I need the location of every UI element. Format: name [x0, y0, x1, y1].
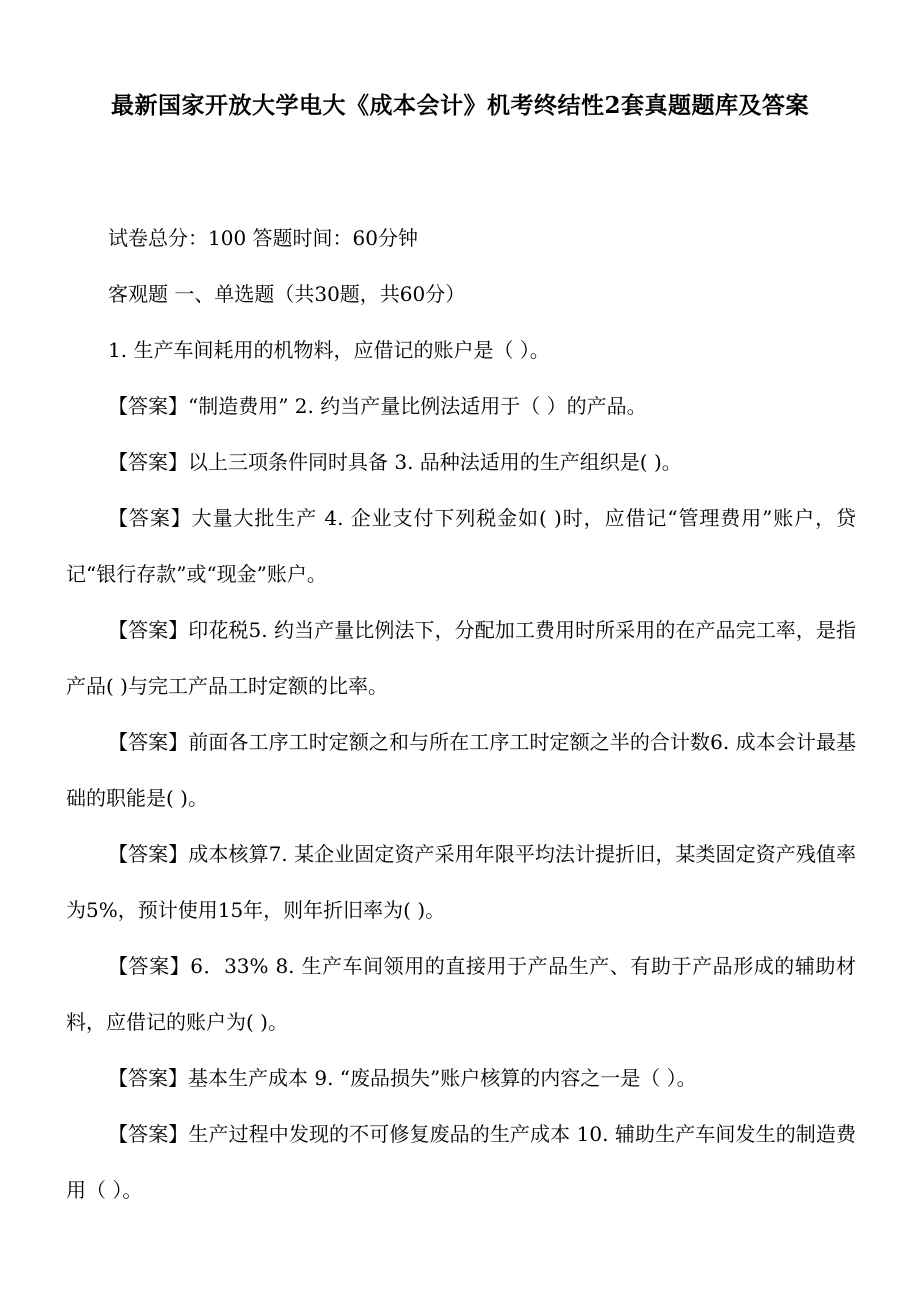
answer-paragraph: 【答案】以上三项条件同时具备 3. 品种法适用的生产组织是( )。	[108, 450, 682, 474]
question-paragraph: 1. 生产车间耗用的机物料，应借记的账户是（ ）。	[108, 338, 550, 362]
document-title: 最新国家开放大学电大《成本会计》机考终结性2套真题题库及答案	[110, 92, 809, 119]
answer-paragraph: 【答案】6．33% 8. 生产车间领用的直接用于产品生产、有助于产品形成的辅助材料，应借记的账户为( )。	[66, 954, 856, 1034]
answer-paragraph: 【答案】前面各工序工时定额之和与所在工序工时定额之半的合计数6. 成本会计最基础的职能是( )。	[66, 730, 856, 810]
answer-paragraph: 【答案】大量大批生产 4. 企业支付下列税金如( )时，应借记“管理费用”账户，贷记“银行存款”或“现金”账户。	[66, 506, 856, 586]
exam-info: 试卷总分：100 答题时间：60分钟	[108, 226, 418, 250]
document-body	[66, 210, 856, 1218]
answer-paragraph: 【答案】生产过程中发现的不可修复废品的生产成本 10. 辅助生产车间发生的制造费用（ ）。	[66, 1122, 856, 1202]
answer-paragraph: 【答案】“制造费用” 2. 约当产量比例法适用于（ ）的产品。	[108, 394, 647, 418]
section-heading: 客观题 一、单选题（共30题，共60分）	[108, 282, 466, 306]
answer-paragraph: 【答案】成本核算7. 某企业固定资产采用年限平均法计提折旧，某类固定资产残值率为5%，预计使用15年，则年折旧率为( )。	[66, 842, 856, 922]
answer-paragraph: 【答案】基本生产成本 9. “废品损失”账户核算的内容之一是（ ）。	[108, 1066, 697, 1090]
answer-paragraph: 【答案】印花税5. 约当产量比例法下，分配加工费用时所采用的在产品完工率，是指产品( )与完工产品工时定额的比率。	[66, 618, 856, 698]
